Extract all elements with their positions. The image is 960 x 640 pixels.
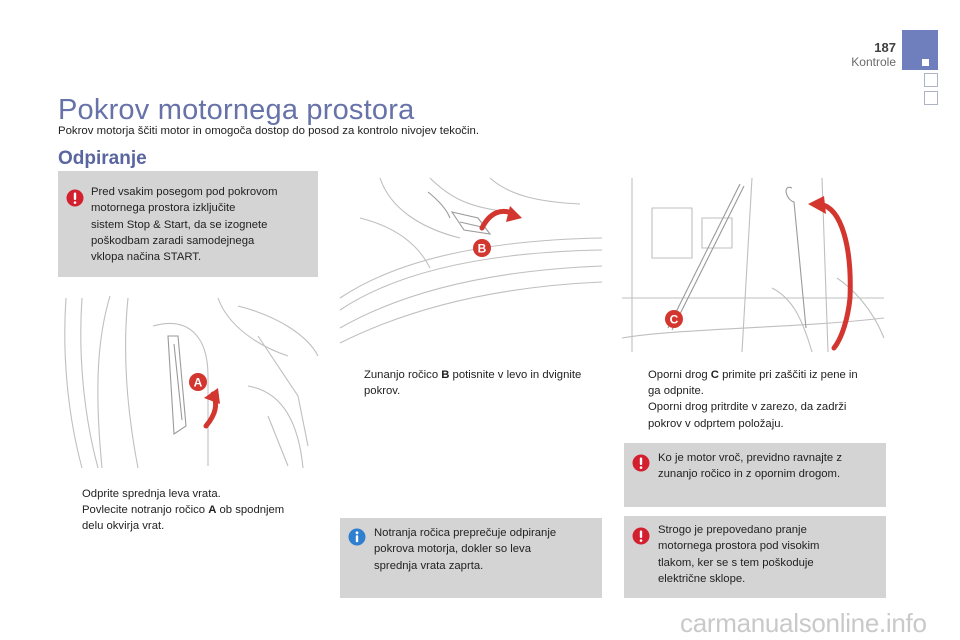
warning-exclamation-icon <box>632 454 650 472</box>
section-name: Kontrole <box>851 55 896 69</box>
step-text: Povlecite notranjo ročico <box>82 504 209 517</box>
note-line: sistem Stop & Start, da se izognete <box>91 218 268 231</box>
intro-text: Pokrov motorja ščiti motor in omogoča dostop do posod za kontrolo nivojev tekočin. <box>58 125 480 137</box>
step-text: pokrov v odprtem položaju. <box>648 417 784 430</box>
step-text: ga odpnite. <box>648 385 704 398</box>
step-bold: C <box>710 369 719 381</box>
steps-list <box>58 486 318 535</box>
info-icon <box>348 528 366 546</box>
note-line: poškodbam zaradi samodejnega <box>91 234 255 247</box>
info-note <box>340 518 602 598</box>
note-line: Strogo je prepovedano pranje <box>658 524 807 536</box>
note-line: zunanjo ročico in z opornim drogom. <box>658 468 841 481</box>
note-line: pokrova motorja, dokler so leva <box>374 543 531 556</box>
step-text: primite pri zaščiti iz pene in <box>718 369 858 381</box>
step-item <box>624 399 886 431</box>
label-b: B <box>477 241 487 256</box>
chapter-tab[interactable] <box>924 73 938 87</box>
page-title: Pokrov motornega prostora <box>58 94 415 126</box>
step-item <box>58 486 318 502</box>
label-a: A <box>193 375 203 390</box>
step-text: Zunanjo ročico <box>364 369 442 381</box>
note-line: vklopa načina START. <box>91 251 202 264</box>
step-item <box>340 367 606 399</box>
note-line: sprednja vrata zaprta. <box>374 559 484 572</box>
note-line: električne sklope. <box>658 572 746 585</box>
note-line: motornega prostora pod visokim <box>658 540 820 553</box>
figure-exterior-handle <box>340 178 602 352</box>
chapter-tab[interactable] <box>924 91 938 105</box>
label-c: C <box>669 312 679 327</box>
step-bold: A <box>208 504 217 517</box>
step-text: pokrov. <box>364 385 401 398</box>
step-text: potisnite v levo in dvignite <box>449 369 582 381</box>
steps-list <box>340 367 606 399</box>
steps-list <box>624 367 886 432</box>
figure-door-handle <box>58 296 320 470</box>
watermark: carmanualsonline.info <box>680 608 927 638</box>
figure-support-rod <box>622 178 884 352</box>
page-number: 187 <box>874 40 896 55</box>
note-line: Ko je motor vroč, previdno ravnajte z <box>658 452 842 464</box>
step-text: delu okvirja vrat. <box>82 520 165 533</box>
step-text: Oporni drog pritrdite v zarezo, da zadrži <box>648 401 847 414</box>
section-heading: Odpiranje <box>58 148 147 169</box>
warning-exclamation-icon <box>632 527 650 545</box>
step-text: ob spodnjem <box>216 504 285 517</box>
warning-note <box>624 516 886 598</box>
warning-note <box>624 443 886 507</box>
note-line: Pred vsakim posegom pod pokrovom <box>91 186 278 198</box>
step-item <box>624 367 886 399</box>
warning-exclamation-icon <box>66 189 84 207</box>
chapter-tab-active[interactable] <box>902 30 938 70</box>
note-line: Notranja ročica preprečuje odpiranje <box>374 527 557 539</box>
step-text: Oporni drog <box>648 369 711 381</box>
note-line: tlakom, ker se s tem poškoduje <box>658 556 814 569</box>
step-item <box>58 502 318 534</box>
step-text: Odprite sprednja leva vrata. <box>82 488 221 500</box>
warning-note <box>58 171 318 277</box>
tab-marker-icon <box>922 59 929 66</box>
step-bold: B <box>441 369 450 381</box>
note-line: motornega prostora izključite <box>91 202 236 215</box>
